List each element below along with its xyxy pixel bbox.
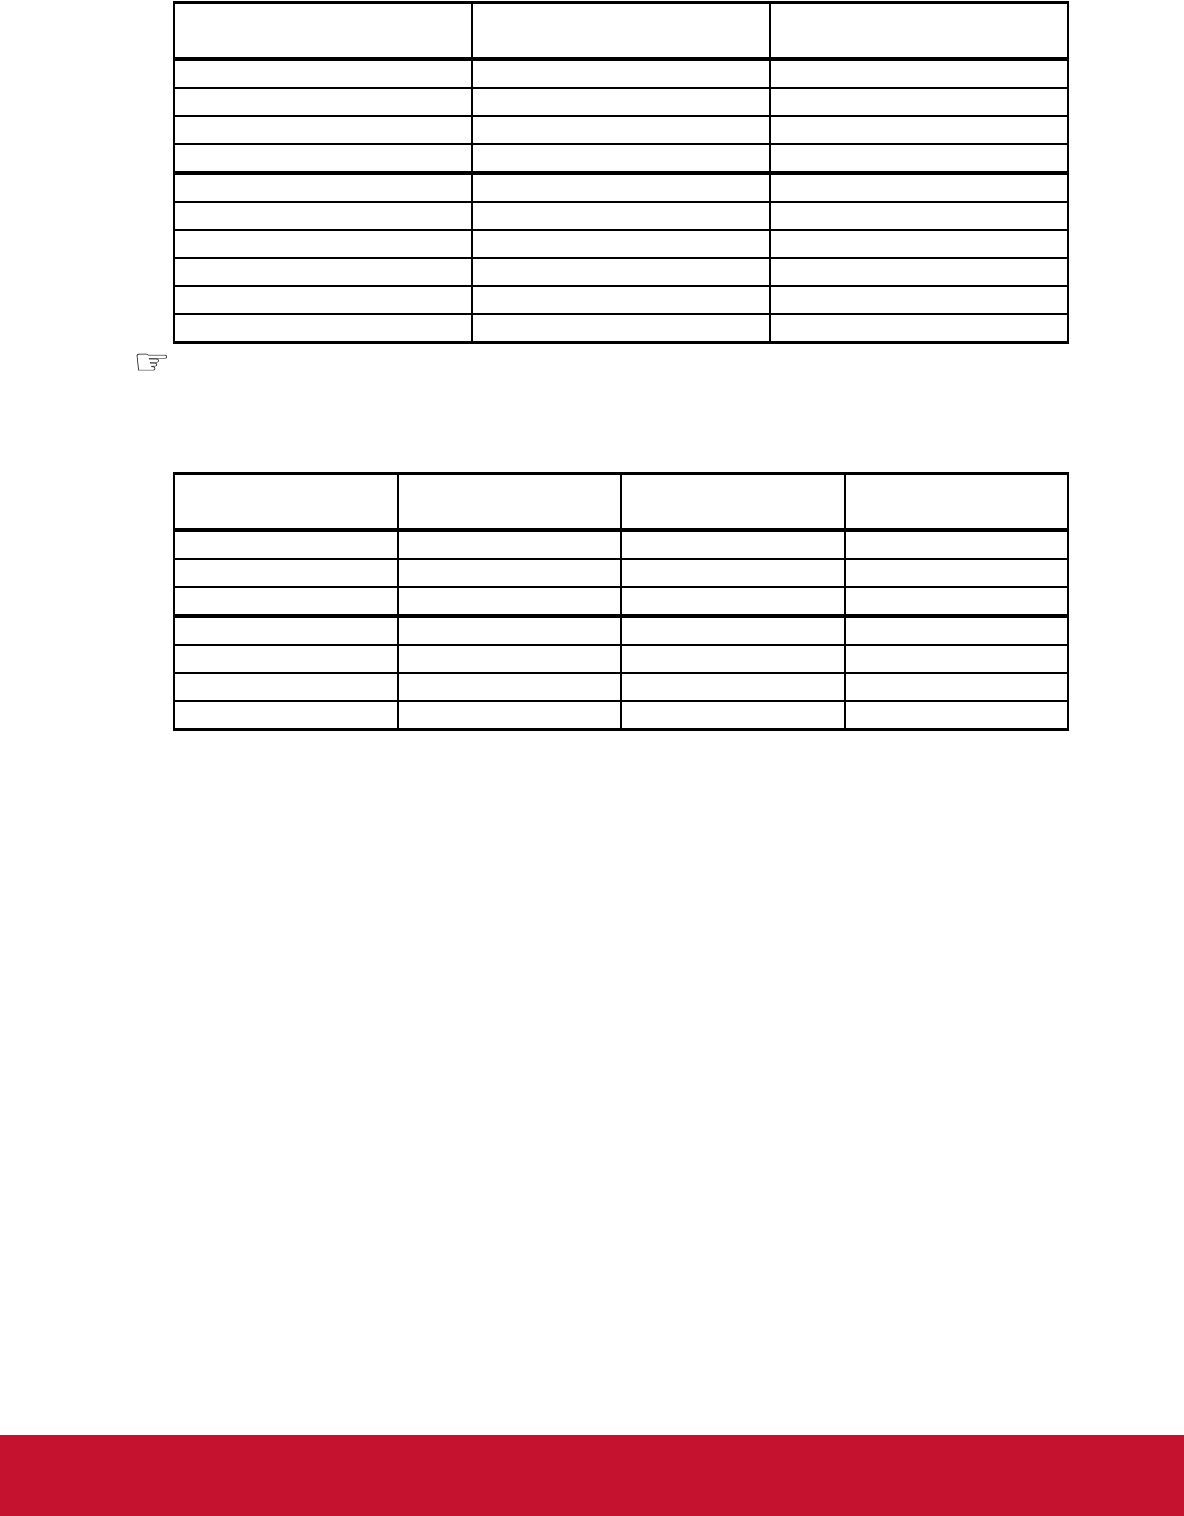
table-cell xyxy=(174,530,398,559)
table-cell xyxy=(845,701,1069,730)
table-cell xyxy=(770,88,1068,116)
table-cell xyxy=(398,587,622,616)
table-cell xyxy=(174,616,398,645)
column-header xyxy=(845,474,1069,531)
footer-red-bar xyxy=(0,1435,1184,1516)
table-row xyxy=(174,616,1068,645)
table-cell xyxy=(621,701,845,730)
table-row xyxy=(174,701,1068,730)
column-header xyxy=(398,474,622,531)
table-cell xyxy=(621,559,845,587)
column-header xyxy=(174,474,398,531)
table-cell xyxy=(845,673,1069,701)
pointing-hand-icon: ☞ xyxy=(133,340,171,383)
table-cell xyxy=(174,230,472,258)
table-cell xyxy=(174,173,472,202)
timing-table-2 xyxy=(173,472,1069,731)
table-row xyxy=(174,645,1068,673)
table-cell xyxy=(174,559,398,587)
table-row xyxy=(174,230,1068,258)
table-row xyxy=(174,314,1068,343)
table-cell xyxy=(174,258,472,286)
table-row xyxy=(174,559,1068,587)
table-cell xyxy=(472,88,770,116)
table-cell xyxy=(398,673,622,701)
table-row xyxy=(174,673,1068,701)
table-cell xyxy=(174,59,472,88)
table-cell xyxy=(770,314,1068,343)
table-cell xyxy=(472,116,770,144)
table-cell xyxy=(174,645,398,673)
table-row xyxy=(174,116,1068,144)
table-cell xyxy=(621,587,845,616)
table-row xyxy=(174,286,1068,314)
table-cell xyxy=(770,230,1068,258)
table-cell xyxy=(174,701,398,730)
table-cell xyxy=(472,144,770,173)
header-row xyxy=(174,3,1068,60)
table-cell xyxy=(621,616,845,645)
table-cell xyxy=(621,530,845,559)
table-cell xyxy=(174,587,398,616)
table-cell xyxy=(845,616,1069,645)
table-cell xyxy=(770,59,1068,88)
column-header xyxy=(472,3,770,60)
column-header xyxy=(174,3,472,60)
table-cell xyxy=(398,530,622,559)
table-row xyxy=(174,258,1068,286)
table-cell xyxy=(845,530,1069,559)
header-row xyxy=(174,474,1068,531)
timing-table-1 xyxy=(173,1,1069,344)
table-cell xyxy=(621,673,845,701)
table-row xyxy=(174,202,1068,230)
table-cell xyxy=(472,173,770,202)
table-cell xyxy=(398,559,622,587)
table-row xyxy=(174,587,1068,616)
table-cell xyxy=(621,645,845,673)
table-cell xyxy=(174,314,472,343)
table-row xyxy=(174,173,1068,202)
table-cell xyxy=(174,144,472,173)
table-cell xyxy=(770,116,1068,144)
table-cell xyxy=(845,645,1069,673)
table-cell xyxy=(174,673,398,701)
table-cell xyxy=(770,173,1068,202)
column-header xyxy=(770,3,1068,60)
table-cell xyxy=(770,258,1068,286)
note-row xyxy=(133,341,1073,389)
table-cell xyxy=(174,202,472,230)
table-cell xyxy=(472,258,770,286)
table-row xyxy=(174,144,1068,173)
table-row xyxy=(174,530,1068,559)
table-cell xyxy=(845,559,1069,587)
table-cell xyxy=(472,314,770,343)
table-row xyxy=(174,59,1068,88)
table-cell xyxy=(472,59,770,88)
table-cell xyxy=(472,202,770,230)
table-cell xyxy=(770,144,1068,173)
table-cell xyxy=(770,202,1068,230)
table-cell xyxy=(174,286,472,314)
table-cell xyxy=(770,286,1068,314)
column-header xyxy=(621,474,845,531)
table-cell xyxy=(472,230,770,258)
table-cell xyxy=(398,701,622,730)
table-row xyxy=(174,88,1068,116)
table-cell xyxy=(174,88,472,116)
table-cell xyxy=(398,616,622,645)
table-cell xyxy=(174,116,472,144)
table-cell xyxy=(472,286,770,314)
table-cell xyxy=(398,645,622,673)
table-cell xyxy=(845,587,1069,616)
